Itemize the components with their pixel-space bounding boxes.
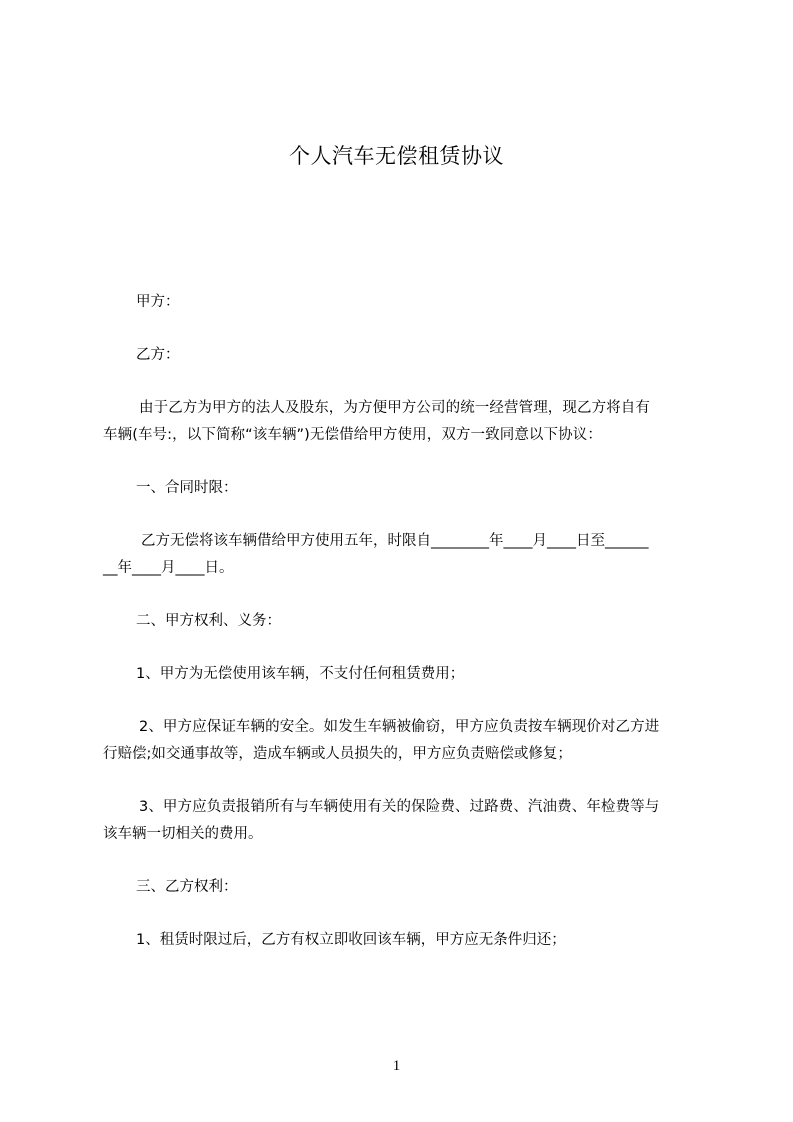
party-b-label: 乙方： (136, 347, 180, 363)
section-1-line-1: 乙方无偿将该车辆借给甲方使用五年，时限自________年____月____日至______ (141, 533, 649, 549)
section-3-heading: 三、乙方权利： (136, 879, 238, 895)
intro-line-1: 由于乙方为甲方的法人及股东，为方便甲方公司的统一经营管理，现乙方将自有 (139, 400, 650, 416)
section-2-heading: 二、甲方权利、义务： (136, 613, 281, 629)
section-2-item-3-line-2: 该车辆一切相关的费用。 (103, 826, 263, 842)
document-title: 个人汽车无偿租赁协议 (289, 144, 504, 168)
section-2-item-2-line-2: 行赔偿;如交通事故等，造成车辆或人员损失的，甲方应负责赔偿或修复； (103, 746, 572, 762)
intro-line-2: 车辆(车号:，以下简称“该车辆”)无偿借给甲方使用，双方一致同意以下协议： (103, 427, 602, 443)
section-2-item-1: 1、甲方为无偿使用该车辆，不支付任何租赁费用； (136, 666, 465, 682)
party-a-label: 甲方： (136, 294, 180, 310)
section-1-line-2: __年____月____日。 (103, 560, 234, 576)
section-1-heading: 一、合同时限： (136, 480, 238, 496)
section-3-item-1: 1、租赁时限过后，乙方有权立即收回该车辆，甲方应无条件归还； (136, 932, 566, 948)
page-number: 1 (392, 1058, 401, 1074)
section-2-item-2-line-1: 2、甲方应保证车辆的安全。如发生车辆被偷窃，甲方应负责按车辆现价对乙方进 (139, 719, 660, 735)
section-2-item-3-line-1: 3、甲方应负责报销所有与车辆使用有关的保险费、过路费、汽油费、年检费等与 (139, 799, 660, 815)
